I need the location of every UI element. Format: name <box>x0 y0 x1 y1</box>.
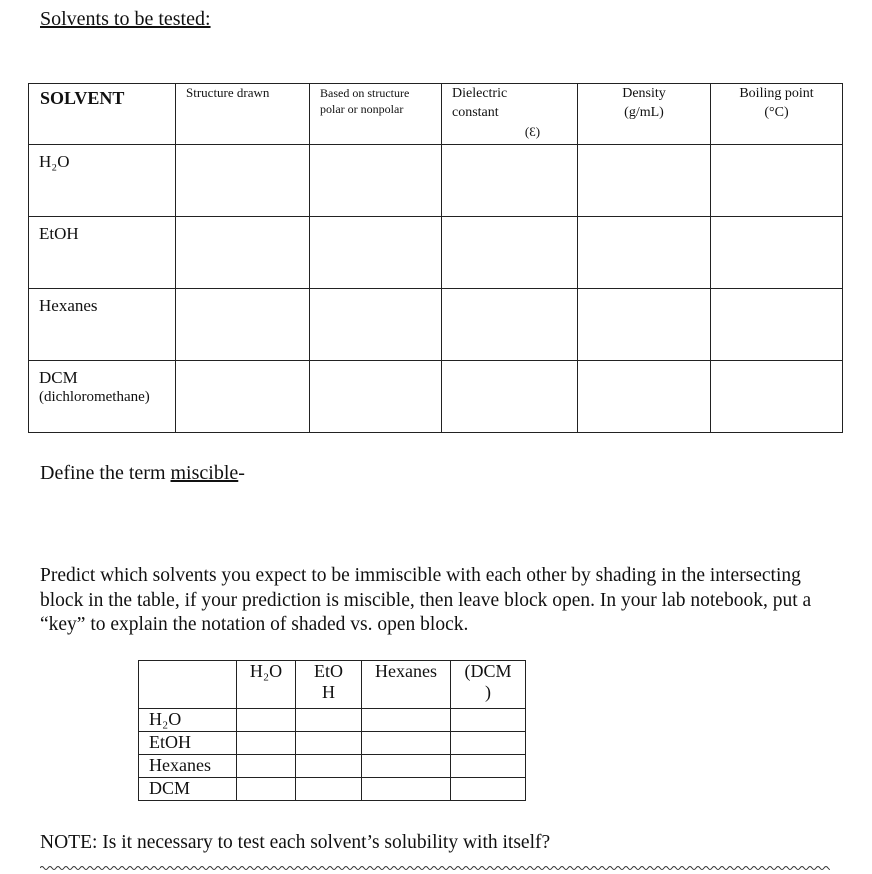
header-dielectric-symbol: (Ɛ) <box>524 124 541 139</box>
grid-cell[interactable] <box>362 709 451 732</box>
table-cell[interactable] <box>176 217 310 289</box>
row-label-subtext: (dichloromethane) <box>39 389 150 405</box>
note-question: NOTE: Is it necessary to test each solvent’s solubility with itself? <box>40 832 551 853</box>
header-bp-line1: Boiling point <box>739 86 814 101</box>
header-polarity-line1: Based on structure <box>320 86 410 100</box>
table-row <box>29 145 843 217</box>
row-label: H₂O <box>29 145 176 217</box>
grid-row-label: H₂O <box>139 709 237 732</box>
grid-cell[interactable] <box>451 778 526 801</box>
table-cell[interactable] <box>711 145 843 217</box>
grid-col-header-line1: Hexanes <box>375 661 437 681</box>
grid-cell[interactable] <box>296 755 362 778</box>
grid-cell[interactable] <box>362 732 451 755</box>
header-density <box>578 84 711 145</box>
define-prefix: Define the term <box>40 462 171 484</box>
table-cell[interactable] <box>578 361 711 433</box>
table-row <box>29 217 843 289</box>
header-dielectric <box>442 84 578 145</box>
grid-col-header <box>451 661 526 709</box>
grid-cell[interactable] <box>362 755 451 778</box>
table-cell[interactable] <box>578 289 711 361</box>
header-solvent: SOLVENT <box>29 84 176 145</box>
header-dielectric-line1: Dielectric <box>452 86 508 101</box>
table-cell[interactable] <box>176 145 310 217</box>
grid-col-header-line1: EtO <box>314 661 343 681</box>
grid-cell[interactable] <box>296 732 362 755</box>
grid-cell[interactable] <box>451 755 526 778</box>
grid-row-label: Hexanes <box>139 755 237 778</box>
grid-row-label: DCM <box>139 778 237 801</box>
table-cell[interactable] <box>442 289 578 361</box>
predict-instructions: Predict which solvents you expect to be immiscible with each other by shading in the intersecting block in the table, if your prediction is miscible, then leave block open. In your lab notebook, put a “key” to explain the notation of shaded vs. open block. <box>40 565 812 635</box>
row-label-dcm <box>29 361 176 433</box>
header-polarity <box>310 84 442 145</box>
header-structure: Structure drawn <box>176 84 310 145</box>
table-cell[interactable] <box>176 289 310 361</box>
table-cell[interactable] <box>310 145 442 217</box>
grid-col-header-line2: ) <box>485 682 491 702</box>
grid-cell[interactable] <box>237 755 296 778</box>
grid-cell[interactable] <box>451 732 526 755</box>
grid-col-header-line1: H₂O <box>249 661 283 681</box>
row-label-text: DCM <box>39 368 78 387</box>
grid-cell[interactable] <box>237 732 296 755</box>
grid-cell[interactable] <box>237 778 296 801</box>
wavy-divider <box>40 864 830 872</box>
table-cell[interactable] <box>310 217 442 289</box>
table-cell[interactable] <box>711 361 843 433</box>
grid-cell[interactable] <box>451 709 526 732</box>
header-polarity-line2: polar or nonpolar <box>320 102 404 116</box>
table-cell[interactable] <box>711 289 843 361</box>
grid-col-header <box>237 661 296 709</box>
grid-col-header <box>362 661 451 709</box>
section-heading: Solvents to be tested: <box>40 8 211 30</box>
table-cell[interactable] <box>310 289 442 361</box>
row-label: EtOH <box>29 217 176 289</box>
header-density-line1: Density <box>622 86 666 101</box>
grid-col-header <box>296 661 362 709</box>
grid-col-header-line2: H <box>322 682 335 702</box>
table-row <box>29 361 843 433</box>
grid-row <box>139 755 526 778</box>
table-cell[interactable] <box>578 217 711 289</box>
solvent-properties-table <box>28 83 843 433</box>
table-cell[interactable] <box>711 217 843 289</box>
grid-header-row <box>139 661 526 709</box>
table-header-row <box>29 84 843 145</box>
define-prompt <box>40 462 245 485</box>
grid-cell[interactable] <box>237 709 296 732</box>
header-dielectric-line2: constant <box>452 105 499 120</box>
grid-cell[interactable] <box>296 778 362 801</box>
grid-col-header-line1: (DCM <box>464 661 512 681</box>
header-bp-line2: (°C) <box>764 105 789 120</box>
define-suffix: - <box>238 462 245 484</box>
table-cell[interactable] <box>310 361 442 433</box>
table-cell[interactable] <box>176 361 310 433</box>
define-term: miscible <box>170 462 239 484</box>
table-cell[interactable] <box>442 361 578 433</box>
miscibility-grid <box>138 660 526 801</box>
table-cell[interactable] <box>442 217 578 289</box>
header-density-line2: (g/mL) <box>624 105 664 120</box>
table-row <box>29 289 843 361</box>
table-cell[interactable] <box>578 145 711 217</box>
row-label: Hexanes <box>29 289 176 361</box>
table-cell[interactable] <box>442 145 578 217</box>
grid-cell[interactable] <box>296 709 362 732</box>
grid-cell[interactable] <box>362 778 451 801</box>
grid-row-label: EtOH <box>139 732 237 755</box>
grid-row <box>139 778 526 801</box>
header-boiling-point <box>711 84 843 145</box>
grid-row <box>139 732 526 755</box>
grid-row <box>139 709 526 732</box>
grid-corner-cell <box>139 661 237 709</box>
